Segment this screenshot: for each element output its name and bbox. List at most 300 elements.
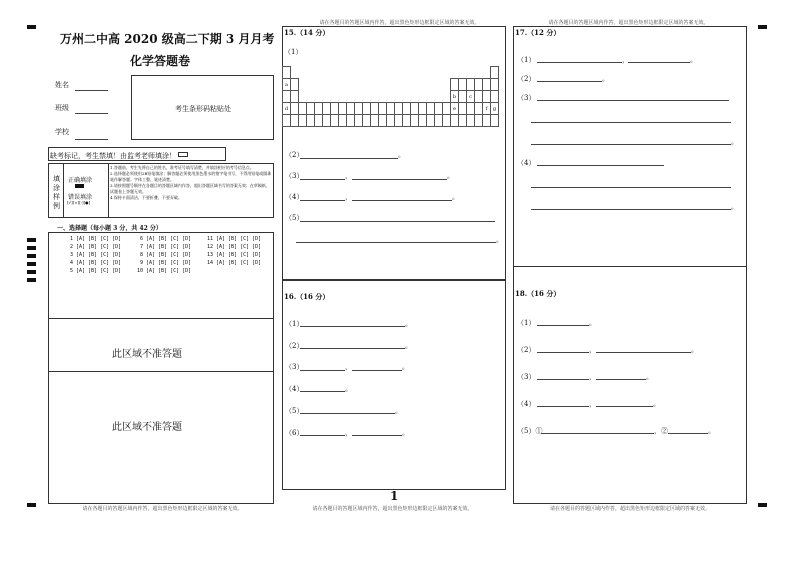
mc-question-14[interactable]	[203, 260, 261, 266]
periodic-empty	[331, 91, 339, 103]
periodic-empty	[427, 91, 435, 103]
periodic-empty	[435, 79, 443, 91]
periodic-empty	[355, 79, 363, 91]
q16-part2-blank[interactable]	[300, 348, 405, 349]
class-field[interactable]	[75, 113, 108, 114]
periodic-empty	[395, 91, 403, 103]
q18-part5-label: （5）①	[517, 427, 543, 435]
mc-question-number: 11	[206, 236, 213, 242]
q18-part3-blank-1[interactable]	[537, 379, 589, 380]
periodic-empty	[299, 91, 307, 103]
periodic-empty	[347, 91, 355, 103]
mc-option-bubbles[interactable]: [A] [B] [C] [D]	[216, 260, 262, 266]
periodic-empty	[387, 79, 395, 91]
divider	[513, 266, 747, 267]
periodic-cell	[355, 103, 363, 115]
periodic-empty	[427, 67, 435, 79]
periodic-cell	[387, 115, 395, 127]
periodic-cell	[403, 103, 411, 115]
punctuation: 。	[405, 320, 412, 328]
periodic-cell	[403, 115, 411, 127]
q18-part3-label: （3）	[517, 373, 536, 381]
q17-part2-label: （2）	[517, 75, 536, 83]
periodic-cell	[459, 79, 467, 91]
punctuation: 。	[653, 400, 660, 408]
periodic-empty	[435, 67, 443, 79]
punctuation: ，	[622, 56, 629, 64]
mc-question-13[interactable]	[203, 252, 261, 258]
periodic-empty	[411, 67, 419, 79]
periodic-empty	[363, 79, 371, 91]
periodic-cell: a	[283, 79, 291, 91]
periodic-cell	[475, 79, 483, 91]
q16-part6-blank-2[interactable]	[352, 435, 402, 436]
periodic-empty	[347, 79, 355, 91]
q16-part6-blank-1[interactable]	[300, 435, 345, 436]
periodic-empty	[411, 91, 419, 103]
mc-question-11[interactable]	[203, 236, 261, 242]
periodic-cell	[459, 91, 467, 103]
mc-option-bubbles[interactable]: [A] [B] [C] [D]	[216, 244, 262, 250]
periodic-cell	[491, 115, 499, 127]
q18-part4-blank-1[interactable]	[537, 406, 589, 407]
mc-option-bubbles[interactable]: [A] [B] [C] [D]	[216, 252, 262, 258]
q16-part5-label: （5）	[285, 407, 304, 415]
q18-part5-blank-2[interactable]	[668, 433, 708, 434]
q17-part1-label: （1）	[517, 56, 536, 64]
periodic-cell	[483, 79, 491, 91]
q15-part4-label: （4）	[285, 193, 304, 201]
mc-question-number: 4	[69, 260, 73, 266]
mc-question-number: 10	[136, 268, 143, 274]
periodic-empty	[419, 79, 427, 91]
punctuation: 。	[690, 56, 697, 64]
periodic-cell	[371, 103, 379, 115]
timing-mark	[27, 238, 36, 242]
name-field[interactable]	[75, 90, 108, 91]
punctuation: 。	[402, 429, 409, 437]
q17-part3-blank-2[interactable]	[531, 122, 731, 123]
instructions	[110, 165, 272, 201]
mc-question-8[interactable]	[133, 252, 191, 258]
periodic-empty	[347, 67, 355, 79]
fill-example-side-label: 填涂样例	[53, 175, 60, 210]
mc-question-number: 5	[69, 268, 73, 274]
periodic-cell	[323, 103, 331, 115]
punctuation: ，	[589, 346, 596, 354]
periodic-empty	[403, 67, 411, 79]
periodic-empty	[371, 91, 379, 103]
no-answer-zone-1: 此区域不准答题	[112, 349, 182, 360]
absent-box	[48, 147, 226, 161]
punctuation: 。	[646, 373, 653, 381]
q18-part3-blank-2[interactable]	[596, 379, 646, 380]
periodic-cell	[299, 103, 307, 115]
periodic-cell	[491, 79, 499, 91]
periodic-empty	[323, 79, 331, 91]
q16-part4-blank[interactable]	[300, 391, 345, 392]
q17-title: 17.（12 分）	[515, 28, 561, 37]
mc-option-bubbles[interactable]: [A] [B] [C] [D]	[146, 252, 192, 258]
mc-question-number: 7	[139, 244, 143, 250]
periodic-empty	[379, 67, 387, 79]
periodic-empty	[475, 67, 483, 79]
q17-part4-blank-1[interactable]	[537, 165, 664, 166]
punctuation: 。	[691, 346, 698, 354]
periodic-cell	[491, 67, 499, 79]
periodic-cell	[363, 103, 371, 115]
q15-part2-label: （2）	[285, 151, 304, 159]
no-answer-zone-2: 此区域不准答题	[112, 422, 182, 433]
periodic-empty	[315, 91, 323, 103]
periodic-empty	[363, 91, 371, 103]
q17-part1-blank-2[interactable]	[628, 62, 690, 63]
periodic-cell	[395, 115, 403, 127]
wrong-fill-symbol: [√][×][-][●]	[67, 200, 91, 205]
periodic-cell	[307, 115, 315, 127]
punctuation: 。	[731, 203, 738, 211]
bottom-notice-col3: 请在各题目的答题区域内作答，超出黑色矩形边框限定区域的答案无效。	[549, 506, 710, 512]
punctuation: ，	[589, 373, 596, 381]
periodic-cell	[387, 103, 395, 115]
periodic-cell	[283, 115, 291, 127]
periodic-empty	[339, 79, 347, 91]
q17-part1-blank-1[interactable]	[537, 62, 622, 63]
q17-part4-label: （4）	[517, 159, 536, 167]
page-number: 1	[390, 489, 399, 503]
mc-question-6[interactable]	[133, 236, 191, 242]
punctuation: 。	[452, 193, 459, 201]
q18-part1-blank[interactable]	[537, 325, 589, 326]
punctuation: 。	[398, 151, 405, 159]
q18-title: 18.（16 分）	[515, 289, 561, 298]
mc-question-number: 6	[139, 236, 143, 242]
periodic-empty	[315, 67, 323, 79]
q17-part2-blank[interactable]	[537, 81, 602, 82]
periodic-empty	[307, 91, 315, 103]
periodic-cell	[315, 103, 323, 115]
q16-part5-blank[interactable]	[300, 413, 395, 414]
wrong-fill-label: 错误填涂	[68, 194, 93, 201]
mc-question-number: 2	[69, 244, 73, 250]
punctuation: ，	[589, 400, 596, 408]
periodic-cell: b	[451, 91, 459, 103]
mc-question-number: 8	[139, 252, 143, 258]
periodic-cell: f	[483, 103, 491, 115]
periodic-empty	[379, 79, 387, 91]
periodic-empty	[419, 67, 427, 79]
mc-option-bubbles[interactable]: [A] [B] [C] [D]	[76, 268, 122, 274]
timing-mark	[27, 262, 36, 266]
punctuation: ，	[345, 429, 352, 437]
corner-mark-top-right	[758, 25, 767, 29]
periodic-empty	[339, 67, 347, 79]
instruction-item: 3.请按照题号顺序在各题目的答题区域内作答，超出答题区域书写的答案无效；在草稿纸、试题卷上答题无效。	[110, 183, 270, 194]
periodic-cell	[315, 115, 323, 127]
periodic-empty	[435, 91, 443, 103]
periodic-empty	[299, 67, 307, 79]
mc-question-5[interactable]	[63, 268, 121, 274]
periodic-empty	[443, 91, 451, 103]
periodic-cell	[419, 115, 427, 127]
periodic-cell	[467, 115, 475, 127]
fill-example-divider	[63, 163, 64, 218]
periodic-cell	[427, 103, 435, 115]
periodic-empty	[363, 67, 371, 79]
q15-part3-label: （3）	[285, 172, 304, 180]
q15-part1-label: （1）	[284, 48, 303, 56]
periodic-table-grid	[282, 66, 499, 127]
mc-option-bubbles[interactable]: [A] [B] [C] [D]	[146, 244, 192, 250]
periodic-empty	[443, 79, 451, 91]
correct-fill-label: 正确填涂	[68, 177, 93, 184]
periodic-cell	[371, 115, 379, 127]
periodic-cell	[435, 103, 443, 115]
mc-question-3[interactable]	[63, 252, 121, 258]
school-field[interactable]	[75, 139, 108, 140]
mc-question-1[interactable]	[63, 236, 121, 242]
punctuation: 。	[602, 75, 609, 83]
mc-question-7[interactable]	[133, 244, 191, 250]
instruction-item: 1.答题前，考生先将自己的姓名、准考证号填写清楚，并填涂相应的考号信息点。	[110, 165, 254, 170]
mc-question-4[interactable]	[63, 260, 121, 266]
periodic-cell	[291, 103, 299, 115]
mc-question-number: 1	[69, 236, 73, 242]
periodic-empty	[355, 67, 363, 79]
periodic-cell	[459, 103, 467, 115]
q17-part4-blank-3[interactable]	[531, 209, 731, 210]
absent-text: 缺考标记，考生禁填！由监考老师填涂！	[50, 152, 176, 160]
mc-option-bubbles[interactable]: [A] [B] [C] [D]	[146, 260, 192, 266]
punctuation: 。	[496, 236, 503, 244]
periodic-cell	[331, 115, 339, 127]
periodic-cell	[475, 103, 483, 115]
periodic-cell	[291, 115, 299, 127]
mc-question-number: 3	[69, 252, 73, 258]
periodic-cell	[339, 115, 347, 127]
q17-part3-blank-3[interactable]	[531, 144, 731, 145]
periodic-empty	[307, 79, 315, 91]
q15-part5-blank-2[interactable]	[296, 242, 496, 243]
correct-fill-mark	[75, 184, 84, 188]
periodic-cell	[291, 79, 299, 91]
periodic-empty	[315, 79, 323, 91]
divider	[48, 371, 274, 372]
periodic-empty	[331, 67, 339, 79]
mc-section-title: 一、选择题（每小题 3 分，共 42 分）	[57, 225, 162, 232]
periodic-empty	[419, 91, 427, 103]
periodic-cell	[467, 103, 475, 115]
q16-title: 16.（16 分）	[284, 292, 330, 301]
q18-part2-blank-1[interactable]	[537, 352, 589, 353]
periodic-empty	[379, 91, 387, 103]
periodic-cell	[419, 103, 427, 115]
periodic-empty	[483, 67, 491, 79]
periodic-cell	[451, 115, 459, 127]
q16-part6-label: （6）	[285, 429, 304, 437]
punctuation: 。	[589, 319, 596, 327]
timing-mark	[27, 270, 36, 274]
periodic-cell: g	[491, 103, 499, 115]
q15-part4-blank-1[interactable]	[300, 200, 345, 201]
periodic-cell	[395, 103, 403, 115]
periodic-cell	[475, 115, 483, 127]
mc-question-number: 13	[206, 252, 213, 258]
class-label: 班级	[55, 104, 69, 112]
divider	[48, 318, 274, 319]
timing-mark	[27, 254, 36, 258]
periodic-cell	[459, 115, 467, 127]
bottom-notice-col2: 请在各题目的答题区域内作答，超出黑色矩形边框限定区域的答案无效。	[312, 506, 473, 512]
q15-part2-blank[interactable]	[300, 158, 398, 159]
q16-part3-label: （3）	[285, 363, 304, 371]
mc-question-9[interactable]	[133, 260, 191, 266]
corner-mark-bottom-left	[27, 503, 36, 507]
q16-part3-blank-2[interactable]	[352, 370, 402, 371]
periodic-cell: e	[451, 103, 459, 115]
answer-area-q16	[282, 280, 506, 490]
punctuation: ，	[345, 172, 352, 180]
q18-part2-blank-2[interactable]	[596, 352, 691, 353]
punctuation: 。	[345, 385, 352, 393]
q16-part3-blank-1[interactable]	[300, 370, 345, 371]
periodic-cell	[379, 103, 387, 115]
q15-part3-blank-1[interactable]	[300, 179, 345, 180]
timing-mark	[27, 246, 36, 250]
periodic-cell	[443, 115, 451, 127]
fill-example-divider-2	[108, 163, 109, 218]
q18-part4-label: （4）	[517, 400, 536, 408]
q18-part5-blank-1[interactable]	[541, 433, 654, 434]
periodic-cell	[411, 115, 419, 127]
periodic-cell	[283, 67, 291, 79]
periodic-empty	[371, 67, 379, 79]
periodic-empty	[443, 67, 451, 79]
timing-mark	[27, 278, 36, 282]
page-title: 万州二中高 2020 级高二下期 3 月月考	[60, 32, 275, 46]
barcode-label: 考生条形码粘贴处	[175, 105, 231, 113]
q18-part5-circle2: ，②	[654, 427, 668, 435]
mc-option-bubbles[interactable]: [A] [B] [C] [D]	[216, 236, 262, 242]
periodic-cell	[347, 115, 355, 127]
periodic-cell	[483, 115, 491, 127]
periodic-empty	[355, 91, 363, 103]
mc-option-bubbles[interactable]: [A] [B] [C] [D]	[76, 252, 122, 258]
periodic-empty	[403, 91, 411, 103]
periodic-cell	[347, 103, 355, 115]
periodic-cell	[339, 103, 347, 115]
q17-part4-blank-2[interactable]	[531, 187, 731, 188]
periodic-cell: d	[283, 103, 291, 115]
mc-option-bubbles[interactable]: [A] [B] [C] [D]	[76, 244, 122, 250]
periodic-empty	[427, 79, 435, 91]
periodic-cell	[283, 91, 291, 103]
periodic-cell	[363, 115, 371, 127]
periodic-cell: c	[467, 91, 475, 103]
periodic-empty	[451, 67, 459, 79]
periodic-cell	[483, 91, 491, 103]
periodic-empty	[403, 79, 411, 91]
periodic-empty	[307, 67, 315, 79]
periodic-empty	[291, 67, 299, 79]
mc-option-bubbles[interactable]: [A] [B] [C] [D]	[76, 260, 122, 266]
q18-part1-label: （1）	[517, 319, 536, 327]
q16-part4-label: （4）	[285, 385, 304, 393]
periodic-empty	[395, 67, 403, 79]
instruction-item: 4.保持卡面清洁，不要折叠、不要弄破。	[110, 195, 182, 200]
periodic-cell	[379, 115, 387, 127]
corner-mark-bottom-right	[758, 503, 767, 507]
school-label: 学校	[55, 128, 69, 136]
periodic-cell	[323, 115, 331, 127]
q16-part1-label: （1）	[285, 320, 304, 328]
mc-option-bubbles[interactable]: [A] [B] [C] [D]	[76, 236, 122, 242]
q15-title: 15.（14 分）	[284, 28, 330, 37]
periodic-cell	[291, 91, 299, 103]
mc-option-bubbles[interactable]: [A] [B] [C] [D]	[146, 268, 192, 274]
corner-mark-top-left	[27, 25, 36, 29]
q15-part5-blank-1[interactable]	[300, 221, 495, 222]
periodic-cell	[451, 79, 459, 91]
periodic-cell	[411, 103, 419, 115]
q16-part2-label: （2）	[285, 342, 304, 350]
periodic-empty	[323, 67, 331, 79]
periodic-empty	[411, 79, 419, 91]
top-notice-col2: 请在各题目的答题区域内作答，超出黑色矩形边框限定区域的答案无效。	[319, 20, 480, 26]
punctuation: 。	[447, 172, 454, 180]
punctuation: 。	[405, 342, 412, 350]
punctuation: ，	[345, 363, 352, 371]
bottom-notice-col1: 请在各题目的答题区域内作答，超出黑色矩形边框限定区域的答案无效。	[82, 506, 243, 512]
periodic-cell	[443, 103, 451, 115]
top-notice-col3: 请在各题目的答题区域内作答，超出黑色矩形边框限定区域的答案无效。	[548, 20, 709, 26]
punctuation: 。	[395, 407, 402, 415]
periodic-cell	[467, 79, 475, 91]
punctuation: 。	[402, 363, 409, 371]
mc-question-number: 14	[206, 260, 213, 266]
periodic-empty	[299, 79, 307, 91]
periodic-empty	[331, 79, 339, 91]
q15-part3-blank-2[interactable]	[352, 179, 447, 180]
q18-part4-blank-2[interactable]	[596, 406, 653, 407]
periodic-cell	[491, 91, 499, 103]
q15-part4-blank-2[interactable]	[352, 200, 452, 201]
periodic-cell	[355, 115, 363, 127]
mc-question-10[interactable]	[133, 268, 191, 274]
periodic-cell	[307, 103, 315, 115]
instruction-item: 2.选择题必须使用2B铅笔填涂；解答题必须使用黑色墨水的签字笔书写，不得用铅笔或圆珠笔作解答题；字体工整、笔迹清楚。	[110, 171, 272, 182]
punctuation: 。	[708, 427, 715, 435]
periodic-empty	[387, 67, 395, 79]
punctuation: 。	[731, 138, 738, 146]
punctuation: ，	[345, 193, 352, 201]
periodic-empty	[467, 67, 475, 79]
q17-part3-blank-1[interactable]	[537, 100, 729, 101]
q16-part1-blank[interactable]	[300, 326, 405, 327]
q15-part5-label: （5）	[285, 214, 304, 222]
periodic-cell	[475, 91, 483, 103]
mc-question-2[interactable]	[63, 244, 121, 250]
mc-option-bubbles[interactable]: [A] [B] [C] [D]	[146, 236, 192, 242]
periodic-cell	[427, 115, 435, 127]
q18-part2-label: （2）	[517, 346, 536, 354]
periodic-empty	[395, 79, 403, 91]
name-label: 姓名	[55, 81, 69, 89]
periodic-empty	[323, 91, 331, 103]
q17-part3-label: （3）	[517, 94, 536, 102]
mc-question-12[interactable]	[203, 244, 261, 250]
mc-question-number: 12	[206, 244, 213, 250]
